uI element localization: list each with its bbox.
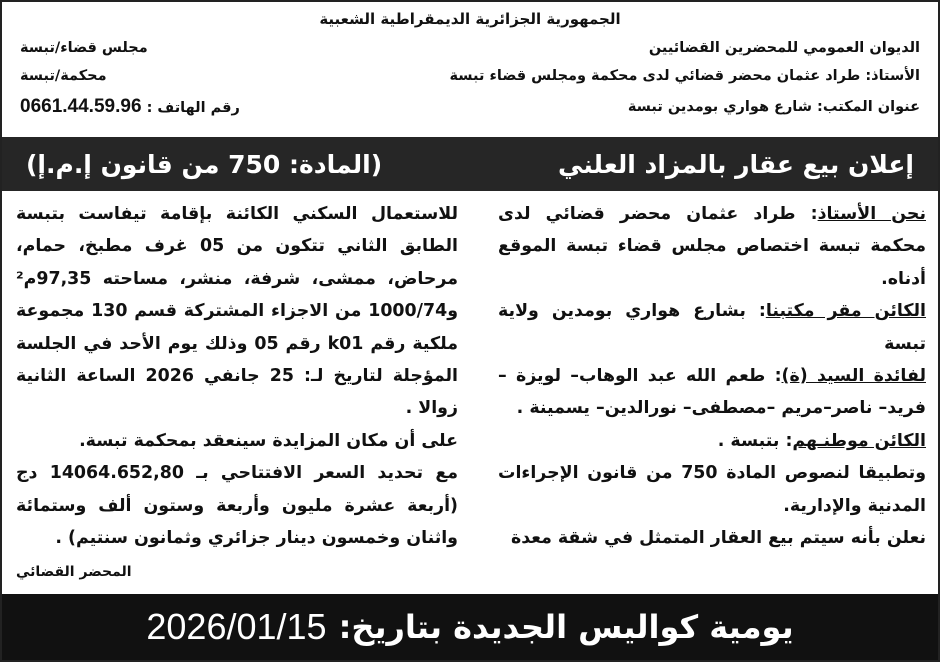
notice-title: إعلان بيع عقار بالمزاد العلني (558, 149, 914, 179)
para-price: مع تحديد السعر الافتتاحي بـ 14064.652,80 دج (أربعة عشرة مليون وأربعة وستون ألف وستمائة واثنان وخمسون دينار جزائري وثمانون سنتيم) . (16, 463, 458, 549)
para-office (498, 295, 926, 360)
para-label: الكائن مقر مكتبنا (765, 301, 926, 322)
para-label: الكائن موطنـهم (792, 430, 926, 451)
office-address: عنوان المكتب: شارع هواري بومدين تبسة (627, 99, 920, 115)
council-name: مجلس قضاء/تبسة (20, 40, 148, 56)
para-text: : طعم الله عبد الوهاب– لويزة –فريد– ناصر–مريم –مصطفى– نورالدين– يسمينة . (498, 366, 926, 419)
office-name: الديوان العمومي للمحضرين القضائيين (648, 40, 920, 56)
para-announcement (498, 522, 926, 554)
phone-number: 0661.44.59.96 (20, 96, 142, 117)
para-beneficiaries (498, 360, 926, 425)
para-residence (498, 425, 926, 457)
article-reference: (المادة: 750 من قانون إ.م.إ) (26, 149, 383, 179)
header-row-3 (20, 96, 920, 118)
publication-footer (2, 594, 938, 660)
left-column (16, 198, 458, 586)
court-name: محكمة/تبسة (20, 68, 107, 84)
header-row-2 (20, 68, 920, 84)
para-text: نعلن بأنه سيتم بيع العقار المتمثل في شقة معدة (510, 528, 926, 549)
notice-banner (2, 137, 938, 191)
phone-label: رقم الهاتف : (146, 100, 240, 116)
para-label: نحن الأستاذ (817, 204, 926, 224)
para-text: : بشارع هواري بومدين ولاية تبسة (498, 301, 926, 354)
bailiff-signature: المحضر القضائي (16, 564, 132, 580)
para-venue: على أن مكان المزايدة سينعقد بمحكمة تبسة. (79, 430, 458, 451)
bailiff-name: الأستاذ: طراد عثمان محضر قضائي لدى محكمة ومجلس قضاء تبسة (449, 68, 920, 84)
para-text: وتطبيقا لنصوص المادة 750 من قانون الإجراءات المدنية والإدارية. (498, 463, 926, 516)
para-text: : طراد عثمان محضر قضائي لدى محكمة تبسة اختصاص مجلس قضاء تبسة الموقع أدناه. (498, 204, 926, 289)
para-article (498, 457, 926, 522)
header-row-1 (20, 40, 920, 56)
publication-date: 2026/01/15 (146, 606, 327, 647)
right-column (498, 198, 926, 586)
para-bailiff (498, 198, 926, 295)
newspaper-name: يومية كواليس الجديدة بتاريخ: (338, 608, 794, 646)
republic-title: الجمهورية الجزائرية الديمقراطية الشعبية (319, 10, 621, 28)
para-text: : بتبسة . (717, 430, 793, 451)
phone-block (20, 96, 240, 118)
para-property: للاستعمال السكني الكائنة بإقامة تيفاست بتبسة الطابق الثاني تتكون من 05 غرف مطبخ، حمام، مرحاض، ممشى، شرفة، منشر، مساحته 97,35م² و1000/74 من الاجزاء المشتركة قسم 130 مجموعة ملكية رقم k01 رقم 05 وذلك يوم الأحد في الجلسة المؤجلة لتاريخ لـ: 25 جانفي 2026 الساعة الثانية زوالا . (16, 204, 458, 419)
para-label: لفائدة السيد (ة) (781, 366, 926, 387)
